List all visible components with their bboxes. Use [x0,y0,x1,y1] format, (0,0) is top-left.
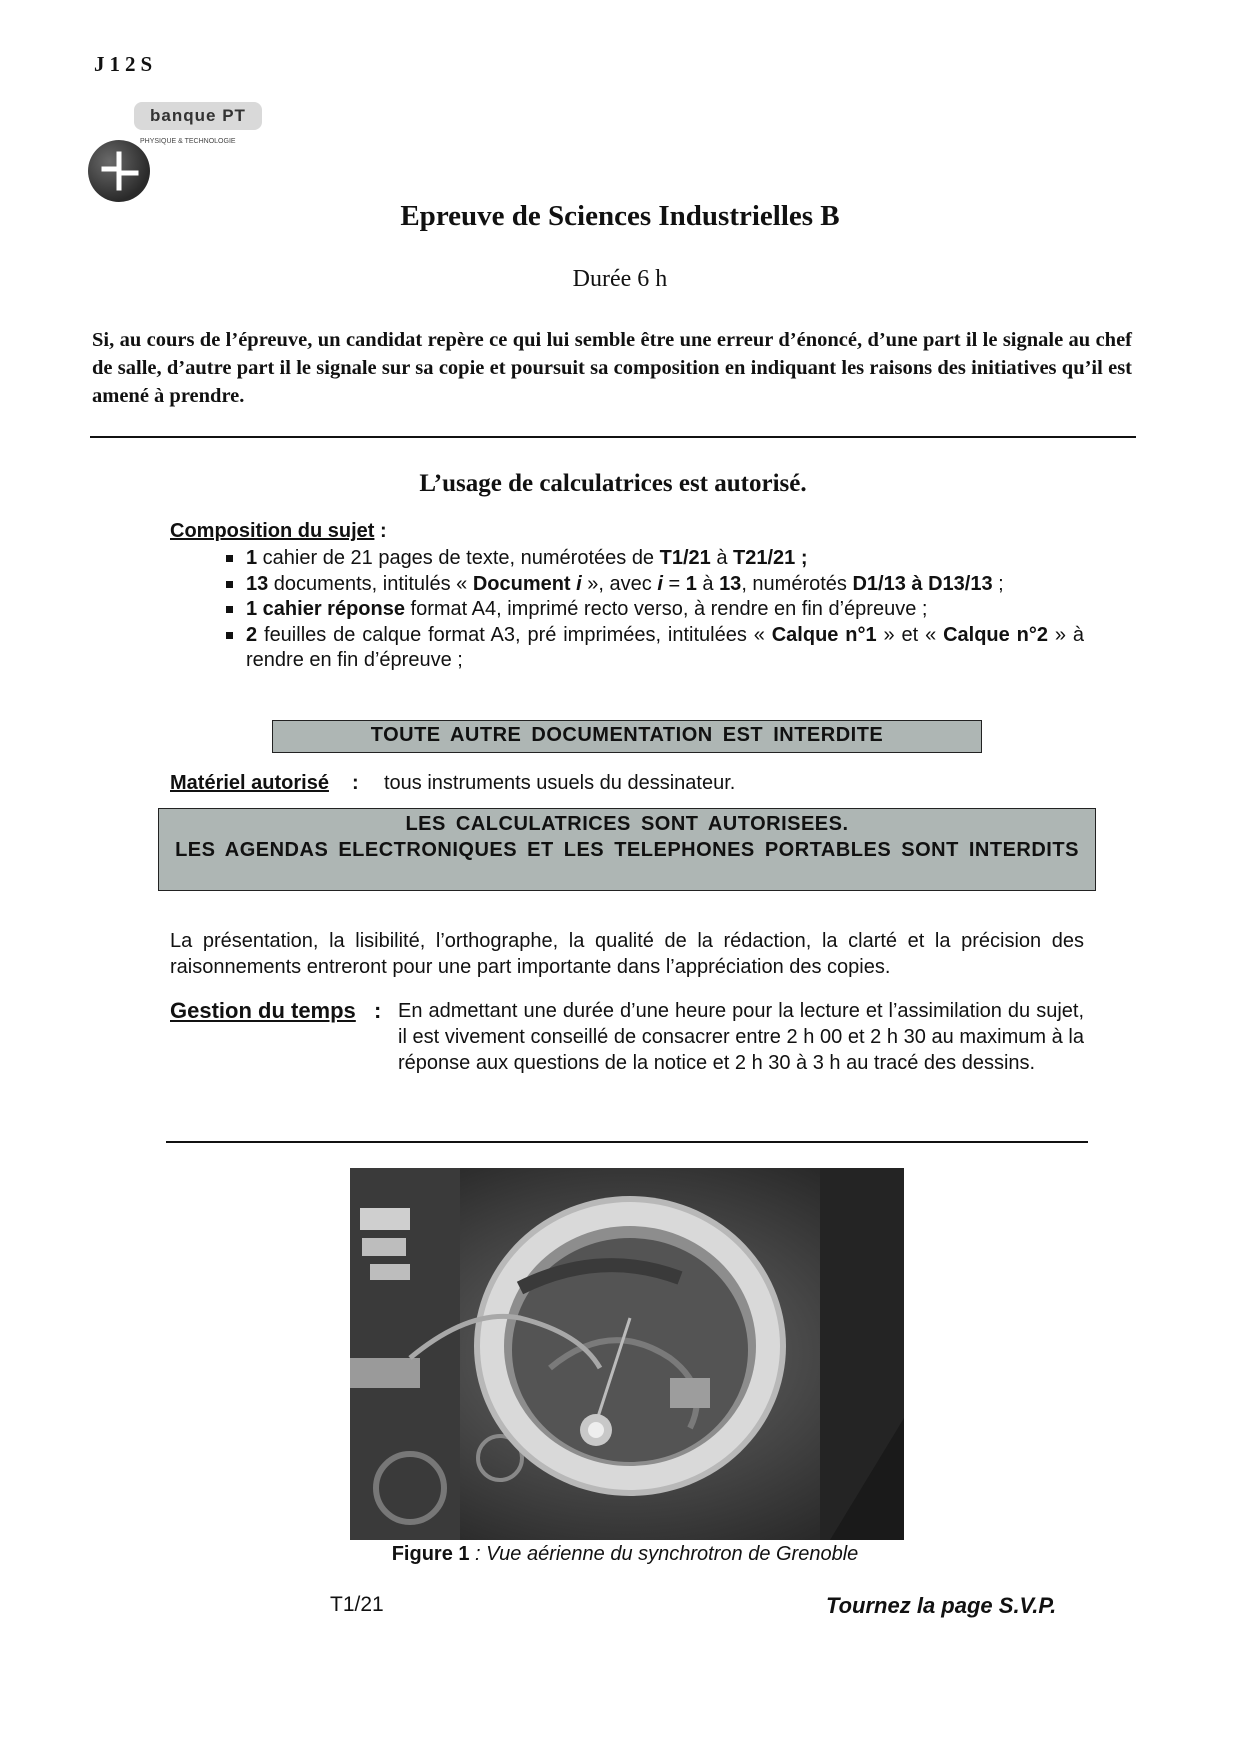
figure-caption [0,1543,1240,1566]
materiel-colon: : [352,772,359,794]
logo-subtitle: PHYSIQUE & TECHNOLOGIE [140,138,236,145]
materiel-label: Matériel autorisé [170,772,329,794]
presentation-paragraph: La présentation, la lisibilité, l’orthographe, la qualité de la rédaction, la clarté et la précision des raisonnements entreront pour une part importante dans l’appréciation des copies. [170,930,1084,978]
composition-item-text: T21/21 ; [733,547,808,569]
composition-item [228,623,1084,674]
composition-item-text: 1 cahier réponse [246,598,405,620]
turn-page-note: Tournez la page S.V.P. [826,1593,1057,1618]
composition-item-text: » à rendre en fin d’épreuve ; [246,623,1085,671]
calculator-notice: L’usage de calculatrices est autorisé. [419,470,807,497]
synchrotron-aerial-photo [350,1168,904,1540]
composition-item-text: », avec [581,572,658,595]
materiel-text: tous instruments usuels du dessinateur. [384,772,736,794]
composition-item-text: 2 [246,623,258,646]
calculators-line-1: LES CALCULATRICES SONT AUTORISEES. [405,813,849,835]
composition-item-text: i [576,572,582,595]
composition-label: Composition du sujet [170,520,375,542]
composition-item-text: feuilles de calque format A3, pré imprimées, intitulées « [257,623,772,646]
figure-label: Figure 1 [391,1543,470,1565]
logo-wordmark: banque PT [134,102,262,130]
composition-colon: : [374,520,387,542]
banque-pt-logo [86,100,266,206]
composition-item-text: Document [472,572,577,595]
bottom-divider [166,1141,1088,1143]
composition-item [228,546,1084,572]
composition-item-text: T1/21 [659,547,711,569]
composition-item-text: documents, intitulés « [268,572,473,595]
composition-item-text: » et « [876,623,944,646]
composition-item-text: = [662,572,686,595]
composition-item-text: 13 [719,572,742,595]
composition-item-text: format A4, imprimé recto verso, à rendre en fin d’épreuve ; [404,598,928,620]
composition-item-text: 13 [246,572,269,595]
page-number: T1/21 [330,1593,384,1616]
composition-item-text: à [905,572,929,595]
composition-list [228,546,1084,674]
composition-item-text: cahier de 21 pages de texte, numérotées de [257,547,660,569]
calculators-rules-box [158,808,1096,891]
composition-heading [170,520,387,543]
composition-item-text: 1 [246,547,258,569]
gestion-label: Gestion du temps [170,998,356,1023]
logo-circle-icon [88,140,150,202]
composition-item-text: Calque n°2 [943,623,1048,646]
composition-item-text: D1/13 [852,572,906,595]
composition-item-text: , numérotés [741,572,853,595]
documentation-forbidden-box: TOUTE AUTRE DOCUMENTATION EST INTERDITE [272,720,982,753]
composition-item-text: 1 [685,572,697,595]
gestion-text: En admettant une durée d’une heure pour la lecture et l’assimilation du sujet, il est vivement conseillé de consacrer entre 2 h 00 et 2 h 30 au maximum à la réponse aux questions de la notice et 2 h 30 à 3 h au tracé des dessins. [398,1000,1084,1074]
composition-item-text: D13/13 [928,572,993,595]
composition-item [228,572,1084,598]
top-divider [90,436,1136,438]
error-warning-paragraph: Si, au cours de l’épreuve, un candidat repère ce qui lui semble être une erreur d’énoncé, d’une part il le signale au chef de salle, d’autre part il le signale sur sa copie et poursuit sa composition en indiquant les raisons des initiatives qu’il est amené à prendre. [92,329,1132,407]
exam-duration: Durée 6 h [572,266,668,292]
composition-item-text: i [657,572,663,595]
composition-item [228,597,1084,623]
exam-title: Epreuve de Sciences Industrielles B [400,200,840,232]
document-code: J12S [94,52,158,76]
composition-item-text: ; [992,572,1004,595]
composition-item-text: à [696,572,720,595]
calculators-line-2: LES AGENDAS ELECTRONIQUES ET LES TELEPHONES PORTABLES SONT INTERDITS [175,838,1079,861]
composition-item-text: à [710,547,734,569]
gestion-colon: : [374,998,382,1023]
figure-caption-text: : Vue aérienne du synchrotron de Grenoble [469,1543,859,1565]
composition-item-text: Calque n°1 [771,623,877,646]
